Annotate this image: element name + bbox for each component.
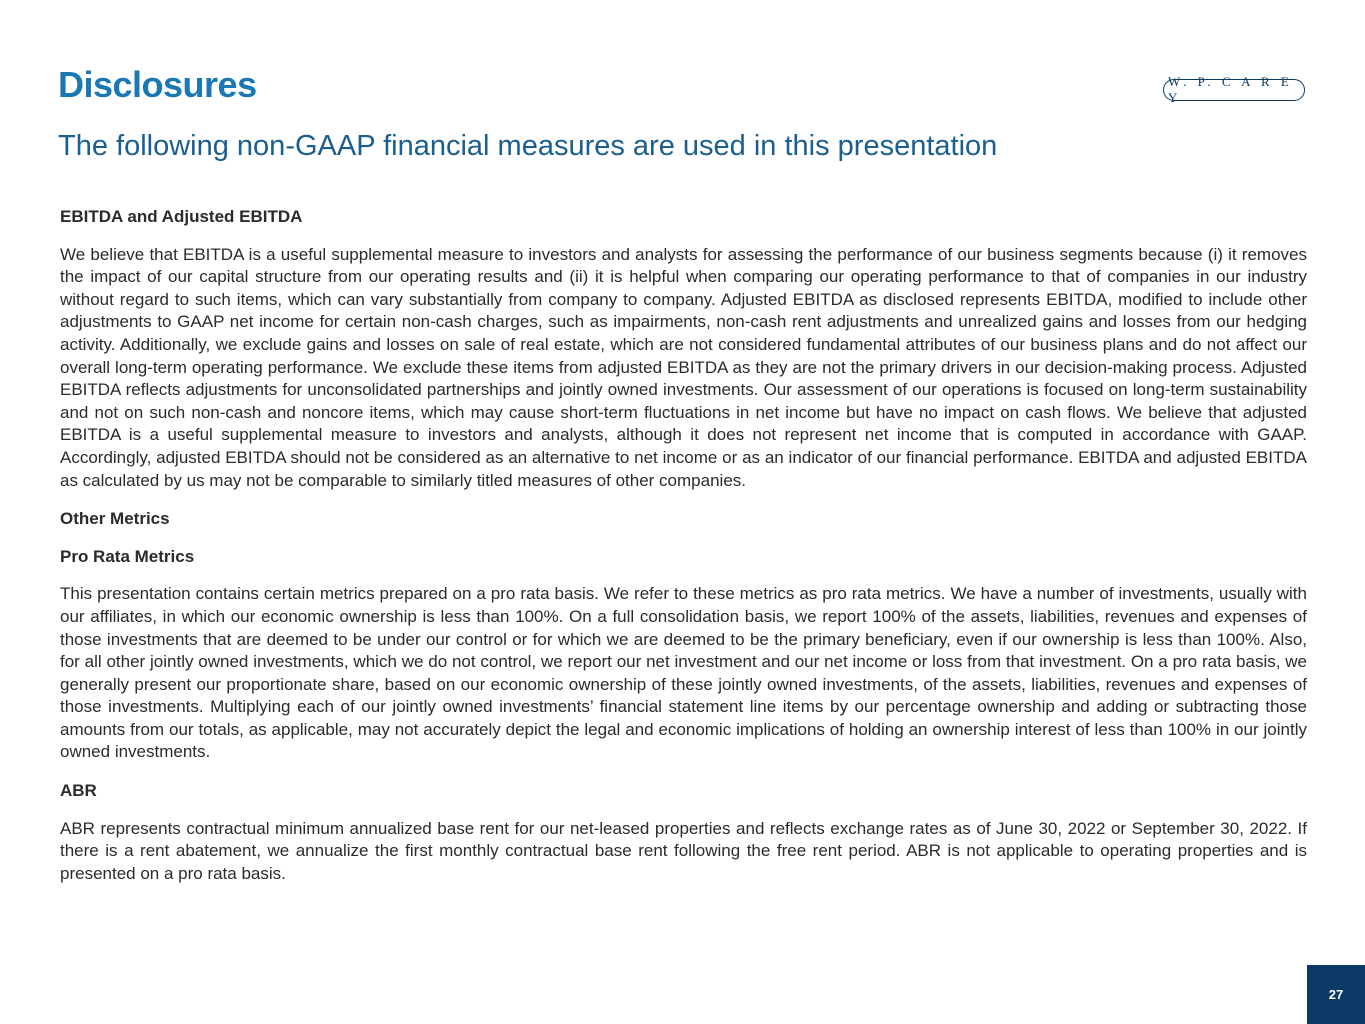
page-subtitle: The following non-GAAP financial measures are used in this presentation — [58, 130, 998, 162]
section-body-pro-rata: This presentation contains certain metrics prepared on a pro rata basis. We refer to these metrics as pro rata metrics. We have a number of investments, usually with our affiliates, in which our economic ownership is less than 100%. On a full consolidation basis, we report 100% of the assets, liabilities, revenues and expenses of those investments that are deemed to be under our control or for which we are deemed to be the primary beneficiary, even if our ownership is less than 100%. Also, for all other jointly owned investments, which we do not control, we report our net investment and our net income or loss from that investment. On a pro rata basis, we generally present our proportionate share, based on our economic ownership of these jointly owned investments, of the assets, liabilities, revenues and expenses of those investments. Multiplying each of our jointly owned investments’ financial statement line items by our percentage ownership and adding or subtracting those amounts from our totals, as applicable, may not accurately depict the legal and economic implications of holding an ownership interest of less than 100% in our jointly owned investments. — [60, 584, 1307, 762]
section-heading-other-metrics: Other Metrics — [60, 509, 170, 529]
section-heading-pro-rata: Pro Rata Metrics — [60, 546, 195, 566]
section-heading-ebitda: EBITDA and Adjusted EBITDA — [60, 207, 303, 226]
section-body-abr: ABR represents contractual minimum annualized base rent for our net-leased properties and reflects exchange rates as of June 30, 2022 or September 30, 2022. If there is a rent abatement, we annualize the first monthly contractual base rent following the free rent period. ABR is not applicable to operating properties and is presented on a pro rata basis. — [60, 818, 1307, 883]
disclosure-content — [60, 206, 1307, 901]
page-title: Disclosures — [58, 64, 257, 105]
page-number-badge: 27 — [1307, 965, 1365, 1024]
company-logo: W. P. C A R E Y — [1163, 79, 1305, 101]
section-body-ebitda: We believe that EBITDA is a useful supplemental measure to investors and analysts for assessing the performance of our business segments because (i) it removes the impact of our capital structure from our operating results and (ii) it is helpful when comparing our operating performance to that of companies in our industry without regard to such items, which can vary substantially from company to company. Adjusted EBITDA as disclosed represents EBITDA, modified to include other adjustments to GAAP net income for certain non-cash charges, such as impairments, non-cash rent adjustments and unrealized gains and losses from our hedging activity. Additionally, we exclude gains and losses on sale of real estate, which are not considered fundamental attributes of our business plans and do not affect our overall long-term operating performance. We exclude these items from adjusted EBITDA as they are not the primary drivers in our decision-making process. Adjusted EBITDA reflects adjustments for unconsolidated partnerships and jointly owned investments. Our assessment of our operations is focused on long-term sustainability and not on such non-cash and noncore items, which may cause short-term fluctuations in net income but have no impact on cash flows. We believe that adjusted EBITDA is a useful supplemental measure to investors and analysts, although it does not represent net income that is computed in accordance with GAAP. Accordingly, adjusted EBITDA should not be considered as an alternative to net income or as an indicator of our financial performance. EBITDA and adjusted EBITDA as calculated by us may not be comparable to similarly titled measures of other companies. — [60, 244, 1307, 490]
section-heading-abr: ABR — [60, 781, 97, 801]
